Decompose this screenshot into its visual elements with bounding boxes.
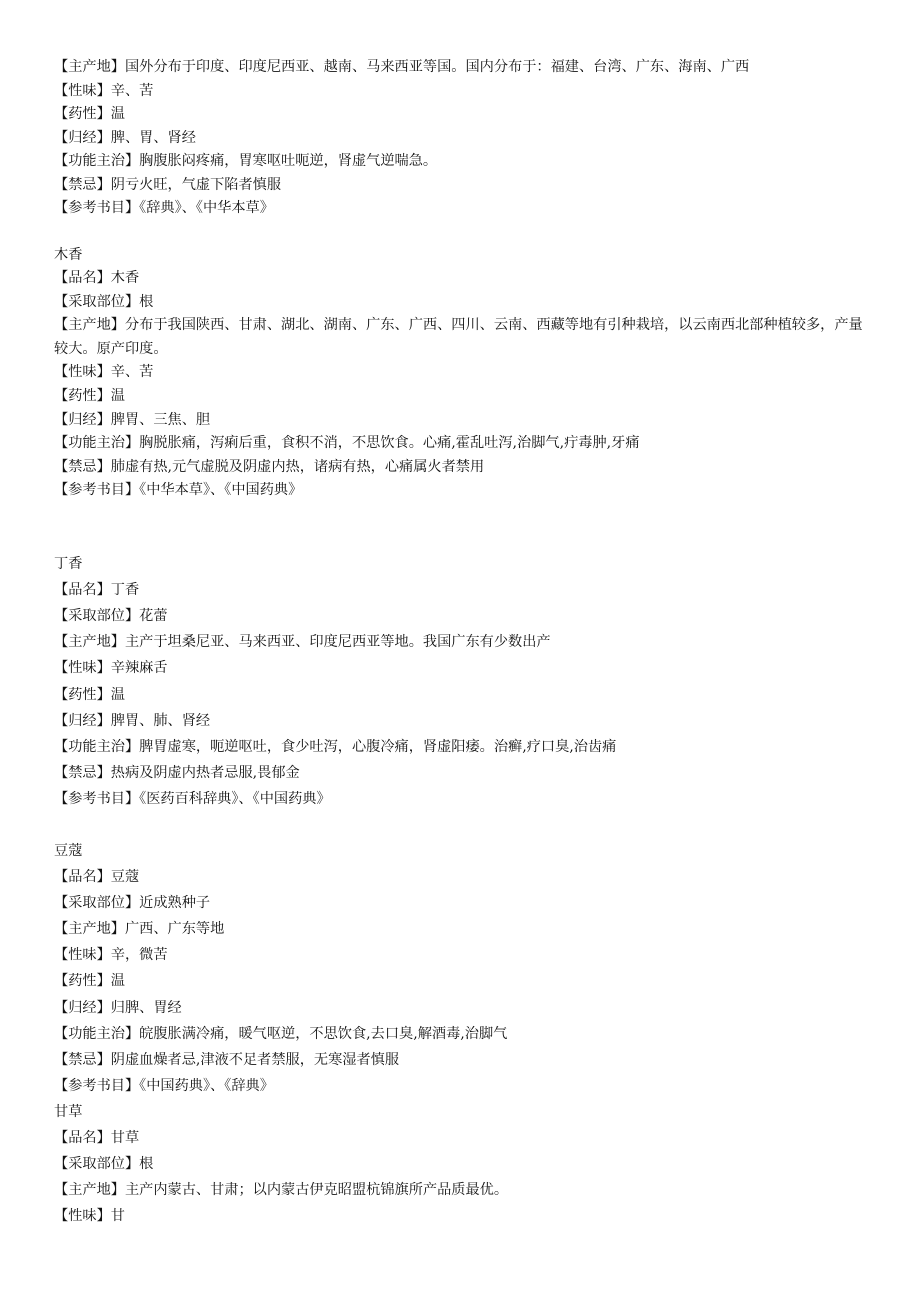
field-origin: 【主产地】分布于我国陕西、甘肃、湖北、湖南、广东、广西、四川、云南、西藏等地有引种栽培，以云南西北部种植较多，产量较大。原产印度。 bbox=[54, 317, 863, 357]
field-nature: 【药性】温 bbox=[54, 106, 125, 122]
field-meridian: 【归经】脾胃、三焦、胆 bbox=[54, 411, 211, 428]
field-part: 【采取部位】根 bbox=[54, 1156, 154, 1173]
field-origin: 【主产地】国外分布于印度、印度尼西亚、越南、马来西亚等国。国内分布于：福建、台湾、广东、海南、广西 bbox=[54, 59, 750, 75]
field-origin: 【主产地】主产于坦桑尼亚、马来西亚、印度尼西亚等地。我国广东有少数出产 bbox=[54, 634, 551, 651]
field-taste: 【性味】辛、苦 bbox=[54, 364, 154, 381]
field-name: 【品名】木香 bbox=[54, 270, 140, 287]
field-part: 【采取部位】根 bbox=[54, 293, 154, 310]
field-nature: 【药性】温 bbox=[54, 388, 125, 405]
field-nature: 【药性】温 bbox=[54, 686, 125, 703]
field-taste: 【性味】甘 bbox=[54, 1208, 125, 1225]
field-name: 【品名】丁香 bbox=[54, 582, 140, 599]
field-meridian: 【归经】脾胃、肺、肾经 bbox=[54, 712, 211, 729]
section-doukou bbox=[54, 838, 874, 1099]
field-taste: 【性味】辛辣麻舌 bbox=[54, 660, 168, 677]
section-continued bbox=[54, 56, 874, 221]
field-contraindication: 【禁忌】阴虚血燥者忌,津液不足者禁服，无寒湿者慎服 bbox=[54, 1051, 400, 1068]
section-title: 木香 bbox=[54, 246, 83, 263]
field-reference: 【参考书目】《辞典》、《中华本草》 bbox=[54, 200, 274, 216]
section-title: 豆蔻 bbox=[54, 842, 83, 859]
section-gancao bbox=[54, 1099, 874, 1229]
field-origin: 【主产地】主产内蒙古、甘肃；以内蒙古伊克昭盟杭锦旗所产品质最优。 bbox=[54, 1182, 509, 1199]
field-origin: 【主产地】广西、广东等地 bbox=[54, 921, 225, 938]
field-part: 【采取部位】近成熟种子 bbox=[54, 895, 211, 912]
field-contraindication: 【禁忌】肺虚有热,元气虚脱及阴虚内热，诸病有热，心痛属火者禁用 bbox=[54, 458, 485, 475]
field-taste: 【性味】辛，微苦 bbox=[54, 947, 168, 964]
field-meridian: 【归经】归脾、胃经 bbox=[54, 999, 182, 1016]
section-dingxiang bbox=[54, 551, 874, 812]
field-meridian: 【归经】脾、胃、肾经 bbox=[54, 129, 196, 146]
field-reference: 【参考书目】《中国药典》、《辞典》 bbox=[54, 1077, 274, 1094]
field-taste: 【性味】辛、苦 bbox=[54, 82, 154, 99]
field-function: 【功能主治】胸腹胀闷疼痛，胃寒呕吐呃逆，肾虚气逆喘急。 bbox=[54, 153, 438, 169]
section-muxiang bbox=[54, 244, 874, 504]
section-title: 丁香 bbox=[54, 556, 83, 573]
field-contraindication: 【禁忌】阴亏火旺，气虚下陷者慎服 bbox=[54, 176, 282, 193]
document-page bbox=[54, 56, 874, 1229]
field-function: 【功能主治】胸脱胀痛，泻痢后重，食积不消，不思饮食。心痛,霍乱吐泻,治脚气,疔毒肿,牙痛 bbox=[54, 435, 640, 452]
field-function: 【功能主治】脾胃虚寒，呃逆呕吐，食少吐泻，心腹冷痛，肾虚阳痿。治癣,疗口臭,治齿痛 bbox=[54, 738, 617, 755]
field-name: 【品名】豆蔻 bbox=[54, 869, 140, 886]
field-reference: 【参考书目】《医药百科辞典》、《中国药典》 bbox=[54, 790, 331, 807]
field-function: 【功能主治】皖腹胀满冷痛，暖气呕逆，不思饮食,去口臭,解酒毒,治脚气 bbox=[54, 1025, 508, 1042]
section-title: 甘草 bbox=[54, 1103, 83, 1120]
field-reference: 【参考书目】《中华本草》、《中国药典》 bbox=[54, 482, 303, 499]
field-nature: 【药性】温 bbox=[54, 973, 125, 990]
field-name: 【品名】甘草 bbox=[54, 1130, 140, 1146]
field-contraindication: 【禁忌】热病及阴虚内热者忌服,畏郁金 bbox=[54, 764, 300, 781]
field-part: 【采取部位】花蕾 bbox=[54, 608, 168, 625]
